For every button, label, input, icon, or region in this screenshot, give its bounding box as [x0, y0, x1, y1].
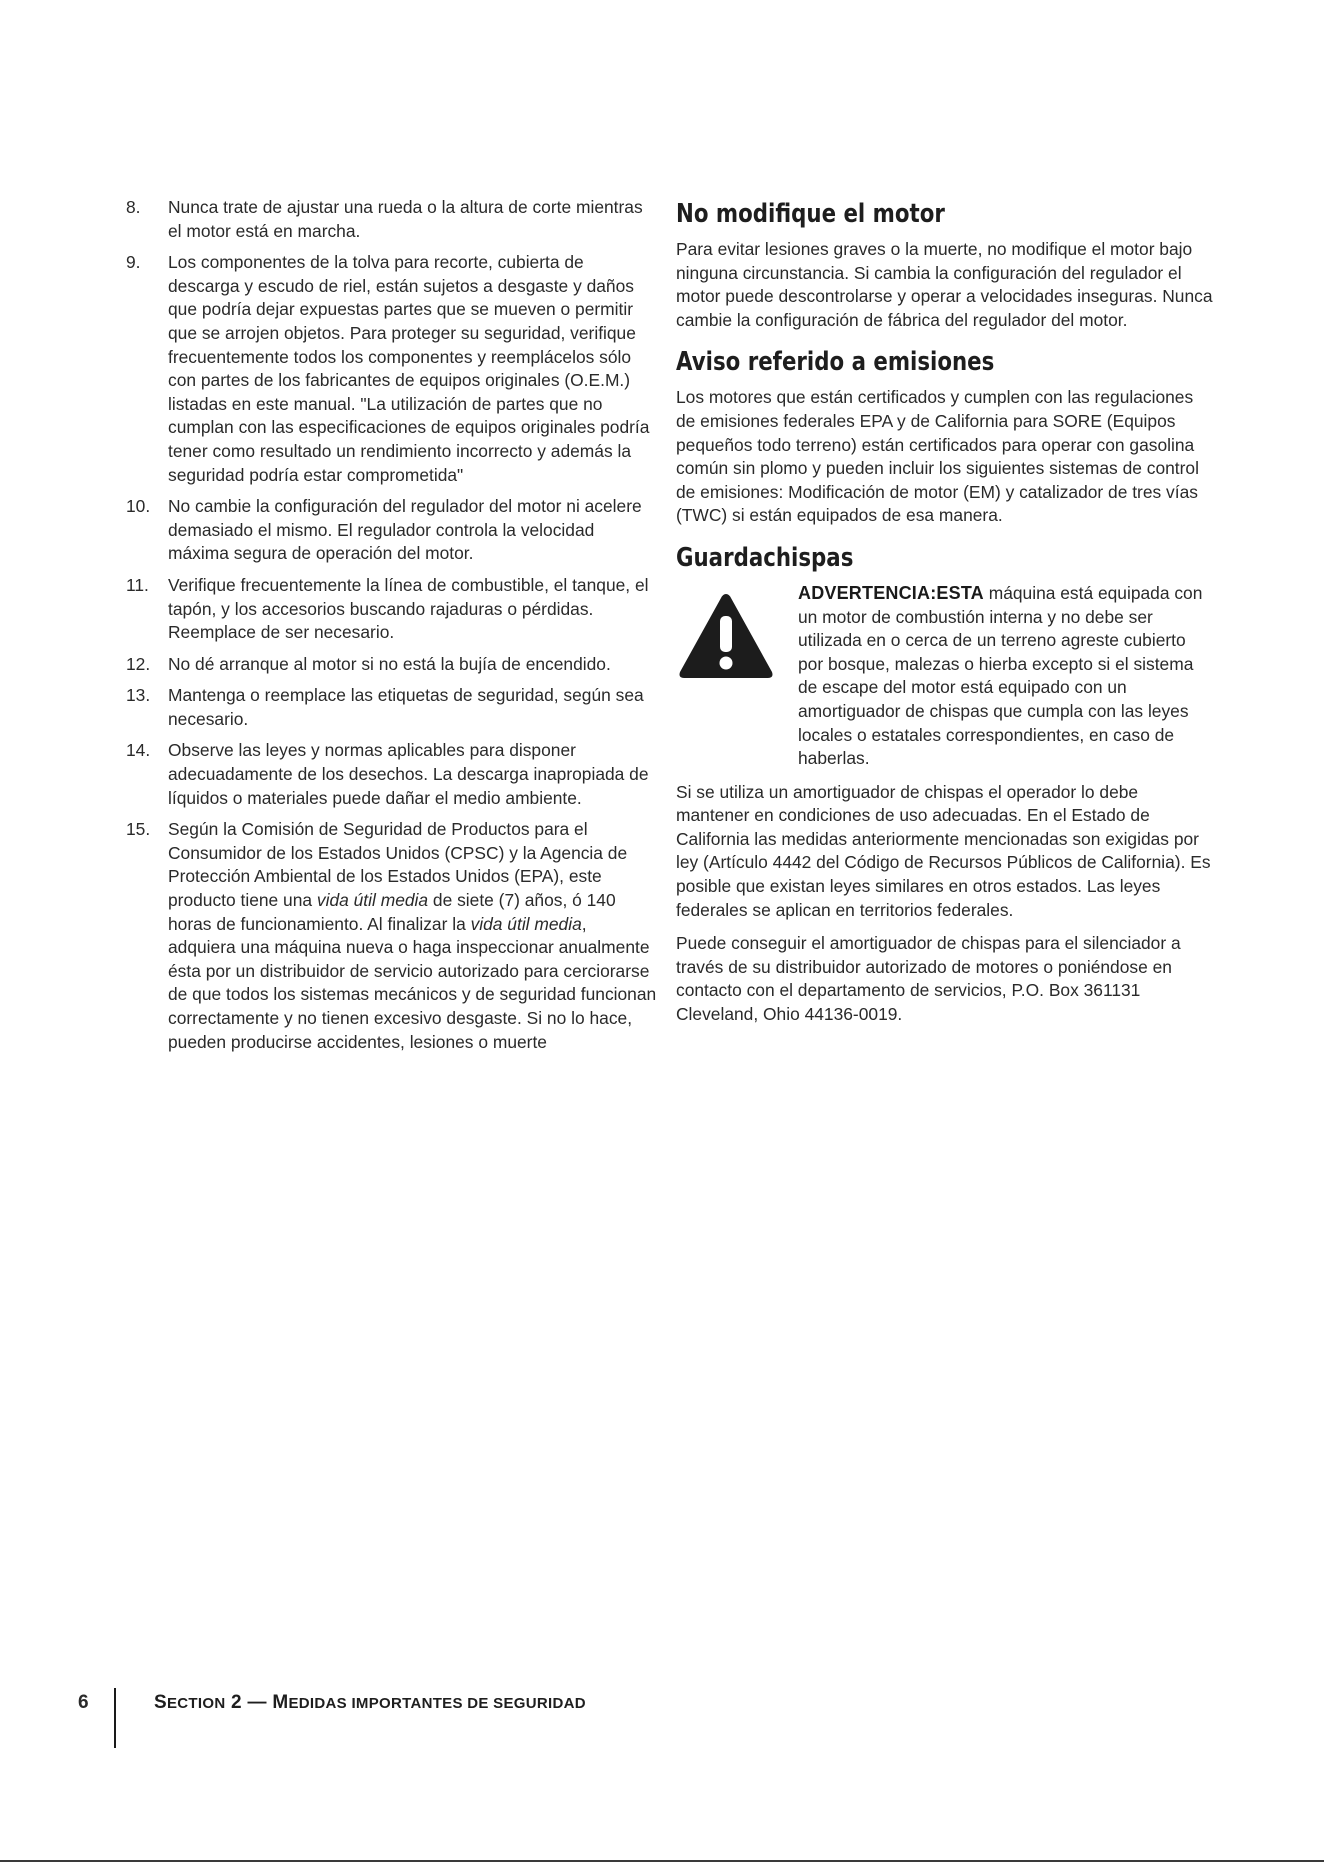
- list-item-15: [126, 818, 658, 1054]
- list-text: Según la Comisión de Seguridad de Productos para el Consumidor de los Estados Unidos (CPSC) y la Agencia de Protección Ambiental de los Estados Unidos (EPA), este producto tiene una vida útil media de siete (7) años, ó 140 horas de funcionamiento. Al finalizar la vida útil media, adquiera una máquina nueva o haga inspeccionar anualmente ésta por un distribuidor de servicio autorizado para cerciorarse de que todos los sistemas mecánicos y de seguridad funcionan correctamente y no tienen excesivo desgaste. Si no lo hace, pueden producirse accidentes, lesiones o muerte: [168, 819, 657, 1052]
- list-text: Nunca trate de ajustar una rueda o la altura de corte mientras el motor está en marcha.: [168, 197, 643, 241]
- list-text: Los componentes de la tolva para recorte, cubierta de descarga y escudo de riel, están sujetos a desgaste y daños que podría dejar expuestas partes que se mueven o permitir que se arrojen objetos. Para proteger su seguridad, verifique frecuentemente todos los componentes y reemplácelos sólo con partes de los fabricantes de equipos originales (O.E.M.) listadas en este manual. "La utilización de partes que no cumplan con las especificaciones de equipos originales podría tener como resultado un rendimiento incorrecto y además la seguridad podría estar comprometida": [168, 252, 650, 485]
- safety-list: [126, 196, 658, 810]
- page-footer: [78, 1692, 586, 1748]
- list-number: 14.: [126, 740, 151, 761]
- paragraph-emisiones: Los motores que están certificados y cumplen con las regulaciones de emisiones federales EPA y de California para SORE (Equipos pequeños todo terreno) están certificados para operar con gasolina común sin plomo y pueden incluir los siguientes sistemas de control de emisiones: Modificación de motor (EM) y catalizador de tres vías (TWC) si están equipados de esa manera.: [676, 387, 1199, 526]
- paragraph-motor: Para evitar lesiones graves o la muerte, no modifique el motor bajo ninguna circunstancia. Si cambia la configuración del regulador el motor puede descontrolarse y operar a velocidades inseguras. Nunca cambie la configuración de fábrica del regulador del motor.: [676, 239, 1213, 330]
- list-item: [126, 196, 658, 243]
- page-number: 6: [78, 1692, 89, 1713]
- list-text: Observe las leyes y normas aplicables para disponer adecuadamente de los desechos. La descarga inapropiada de líquidos o materiales puede dañar el medio ambiente.: [168, 740, 649, 808]
- list-number: 11.: [126, 574, 149, 595]
- list-number: 15.: [126, 819, 151, 840]
- list-number: 12.: [126, 653, 151, 674]
- list-text: No dé arranque al motor si no está la bujía de encendido.: [168, 653, 611, 674]
- list-number: 9.: [126, 252, 141, 273]
- warning-label: ADVERTENCIA:ESTA: [798, 582, 984, 603]
- section-title: SECTION 2 — MEDIDAS IMPORTANTES DE SEGURIDAD: [154, 1692, 586, 1713]
- list-item: [126, 251, 658, 487]
- footer-divider: [114, 1688, 116, 1748]
- warning-triangle-icon: [676, 582, 794, 771]
- right-column: [676, 198, 1214, 1037]
- heading-no-modifique: No modifique el motor: [676, 199, 945, 229]
- bottom-rule: [0, 1860, 1324, 1862]
- list-text: Verifique frecuentemente la línea de combustible, el tanque, el tapón, y los accesorios buscando rajaduras o pérdidas. Reemplace de ser necesario.: [168, 574, 649, 643]
- list-number: 10.: [126, 496, 151, 517]
- list-text: No cambie la configuración del regulador del motor ni acelere demasiado el mismo. El regulador controla la velocidad máxima segura de operación del motor.: [168, 496, 642, 564]
- list-item: [126, 739, 658, 810]
- list-item: [126, 684, 658, 731]
- list-text: Mantenga o reemplace las etiquetas de seguridad, según sea necesario.: [168, 685, 644, 729]
- list-number: 13.: [126, 685, 151, 706]
- warning-block: [676, 582, 1214, 771]
- paragraph-amortiguador: Si se utiliza un amortiguador de chispas el operador lo debe mantener en condiciones de uso adecuadas. En el Estado de California las medidas anteriormente mencionadas son exigidas por ley (Artículo 4442 del Código de Recursos Públicos de California). Es posible que existan leyes similares en otros estados. Las leyes federales se aplican en territorios federales.: [676, 781, 1211, 920]
- heading-guardachispas: Guardachispas: [676, 542, 854, 573]
- list-item: [126, 574, 658, 645]
- paragraph-contacto: Puede conseguir el amortiguador de chispas para el silenciador a través de su distribuidor autorizado de motores o poniéndose en contacto con el departamento de servicios, P.O. Box 361131 Cleveland, Ohio 44136-0019.: [676, 933, 1181, 1025]
- list-item: [126, 495, 658, 566]
- list-item: [126, 653, 658, 677]
- warning-text: ADVERTENCIA:ESTA máquina está equipada con un motor de combustión interna y no debe ser utilizada en o cerca de un terreno agreste cubierto por bosque, malezas o hierba excepto si el sistema de escape del motor está equipado con un amortiguador de chispas que cumpla con las leyes locales o estatales correspondientes, en caso de haberlas.: [798, 582, 1203, 769]
- list-number: 8.: [126, 197, 141, 217]
- heading-aviso-emisiones: Aviso referido a emisiones: [676, 347, 995, 378]
- left-column: [126, 196, 658, 1062]
